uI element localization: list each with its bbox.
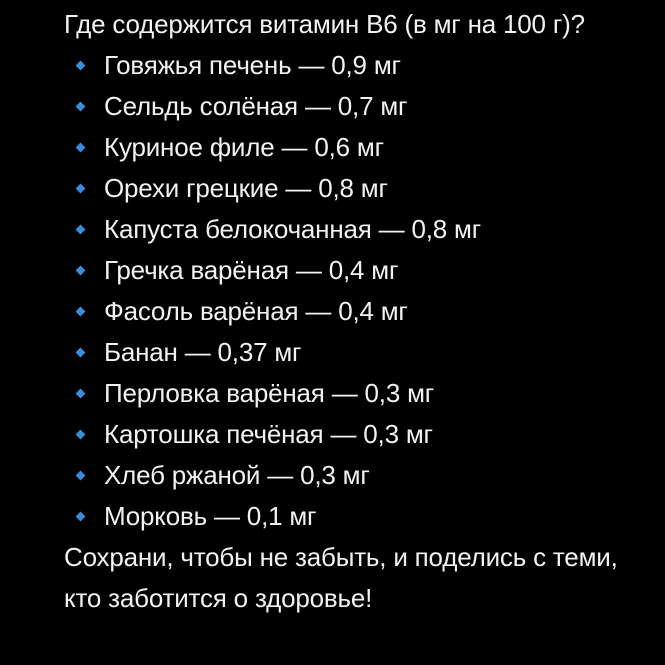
list-item-text: Фасоль варёная — 0,4 мг xyxy=(104,296,408,326)
diamond-bullet-icon xyxy=(76,430,86,440)
diamond-bullet-icon xyxy=(76,512,86,522)
list-item xyxy=(64,127,625,168)
diamond-bullet-icon xyxy=(76,225,86,235)
list-item xyxy=(64,455,625,496)
list-item xyxy=(64,332,625,373)
list-item-text: Банан — 0,37 мг xyxy=(104,337,302,367)
list-item-text: Морковь — 0,1 мг xyxy=(104,501,317,531)
list-item-text: Перловка варёная — 0,3 мг xyxy=(104,378,435,408)
list-item-text: Капуста белокочанная — 0,8 мг xyxy=(104,214,482,244)
diamond-bullet-icon xyxy=(76,143,86,153)
list-item xyxy=(64,45,625,86)
list-item xyxy=(64,291,625,332)
diamond-bullet-icon xyxy=(76,266,86,276)
list-item-text: Хлеб ржаной — 0,3 мг xyxy=(104,460,370,490)
list-item-text: Говяжья печень — 0,9 мг xyxy=(104,50,401,80)
list-item xyxy=(64,250,625,291)
vitamin-list xyxy=(64,45,625,537)
diamond-bullet-icon xyxy=(76,389,86,399)
list-item-text: Сельдь солёная — 0,7 мг xyxy=(104,91,408,121)
diamond-bullet-icon xyxy=(76,184,86,194)
list-item xyxy=(64,168,625,209)
list-item xyxy=(64,373,625,414)
diamond-bullet-icon xyxy=(76,61,86,71)
diamond-bullet-icon xyxy=(76,102,86,112)
post-heading: Где содержится витамин В6 (в мг на 100 г)? xyxy=(64,9,585,39)
post-footer: Сохрани, чтобы не забыть, и поделись с теми, кто заботится о здоровье! xyxy=(64,542,618,613)
list-item-text: Гречка варёная — 0,4 мг xyxy=(104,255,399,285)
list-item xyxy=(64,86,625,127)
diamond-bullet-icon xyxy=(76,348,86,358)
list-item-text: Картошка печёная — 0,3 мг xyxy=(104,419,433,449)
diamond-bullet-icon xyxy=(76,471,86,481)
list-item-text: Куриное филе — 0,6 мг xyxy=(104,132,384,162)
list-item xyxy=(64,496,625,537)
list-item-text: Орехи грецкие — 0,8 мг xyxy=(104,173,388,203)
diamond-bullet-icon xyxy=(76,307,86,317)
list-item xyxy=(64,414,625,455)
list-item xyxy=(64,209,625,250)
